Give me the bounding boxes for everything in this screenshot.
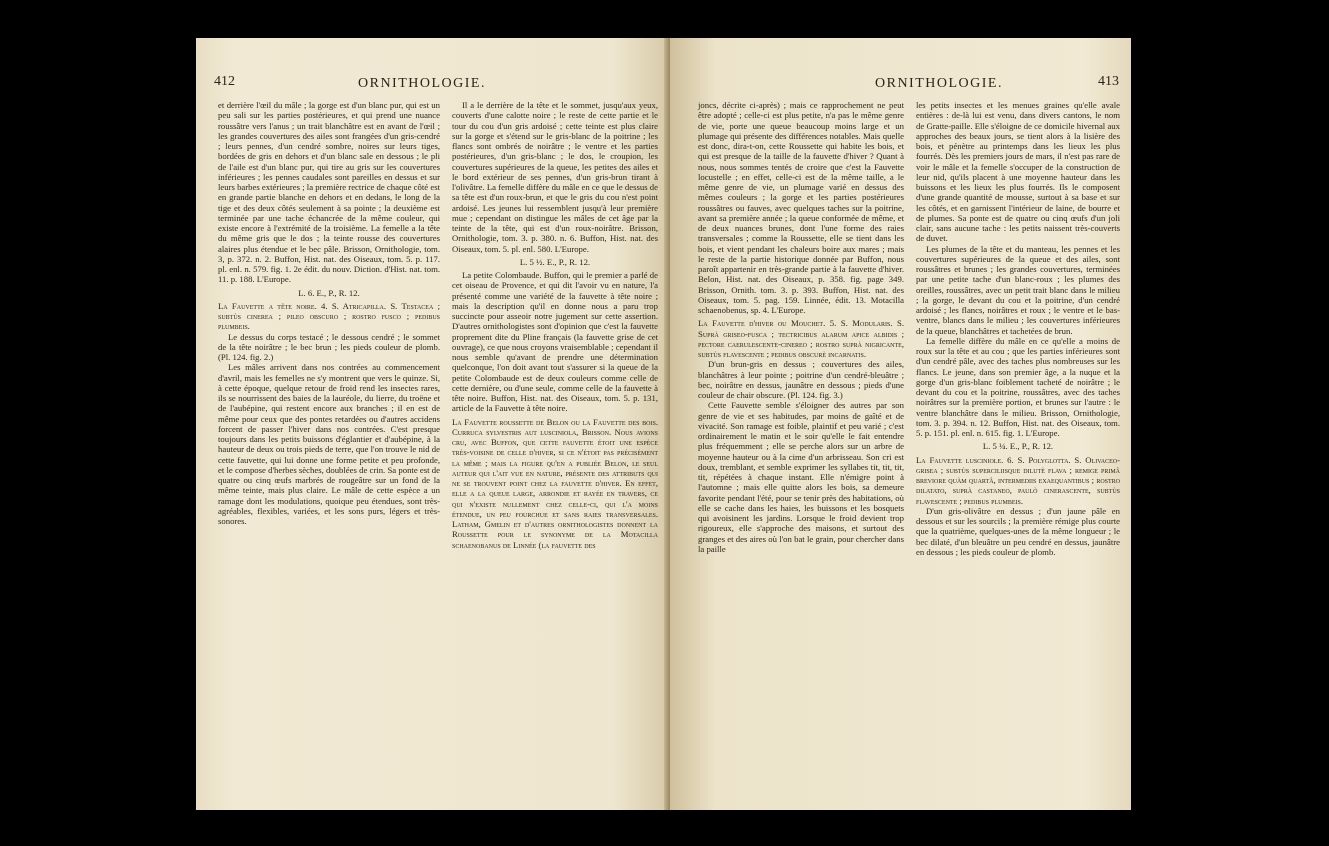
- right-page: [670, 38, 1131, 810]
- text-column: [218, 100, 440, 526]
- paragraph: La petite Colombaude. Buffon, qui le premier a parlé de cet oiseau de Provence, et qui dit l'avoir vu en nature, l'a présenté comme une variété de la fauvette à tête noire ; mais la description qu'il en donne nous a paru trop succincte pour asseoir notre jugement sur cette assertion. D'autres ornithologistes sont d'opinion que c'est la fauvette proprement dite du Pline français (la fauvette grise de cet ouvrage), ce que nous croyons vraisemblable ; cependant il nous semble qu'avant de prendre une détermination quelconque, l'on doit avant tout s'assurer si la queue de la petite Colombaude est de deux couleurs comme celle de cette dernière, ou d'une seule, comme celle de la fauvette à tête noire. Buffon, Hist. nat. des Oiseaux, tom. 5. p. 131, article de la Fauvette à tête noire.: [452, 270, 658, 414]
- text-column: [452, 100, 658, 550]
- species-heading: La Fauvette a tête noire. 4. S. Atricapilla. S. Testacea ; subtùs cinerea ; pileo obscuro ; rostro fusco ; pedibus plumbeis.: [218, 300, 440, 332]
- paragraph: Les plumes de la tête et du manteau, les pennes et les couvertures supérieures de la queue et des ailes, sont roussâtres et brunes ; les grandes couvertures, terminées par une petite tache d'un blanc-roux ; les plumes des oreilles, roussâtres, avec un petit trait blanc dans le milieu ; la gorge, le devant du cou et la poitrine, d'un cendré ardoisé ; les flancs, noirâtres et roux ; le ventre et le bas-ventre, blancs dans le milieu ; les couvertures inférieures de la queue, blanchâtres et tachetées de brun.: [916, 243, 1120, 336]
- paragraph: D'un gris-olivâtre en dessus ; d'un jaune pâle en dessous et sur les sourcils ; la première rémige plus courte que la quatrième, quelques-unes de la même longueur ; le bec dilaté, d'un bleuâtre un peu cendré en dessus, jaunâtre en dessous ; les pieds couleur de plomb.: [916, 505, 1120, 557]
- paragraph: et derrière l'œil du mâle ; la gorge est d'un blanc pur, qui est un peu sali sur les parties postérieures, et qui prend une nuance roussâtre vers l'anus ; un trait blanchâtre est en avant de l'œil ; les grandes couvertures des ailes sont frangées d'un gris-cendré ; leurs pennes, d'un cendré sombre, noires sur leurs tiges, bordées de gris en dehors et d'un blanc sale en dessous ; le pli de l'aile est d'un blanc pur, qui tire au gris sur les couvertures inférieures ; les pennes caudales sont pareilles en dessus et sur leurs barbes extérieures ; la première rectrice de chaque côté est en grande partie blanche en dehors et en dedans, le long de la tige et des deux côtés seulement à sa pointe ; la deuxième est terminée par une tache échancrée de la même couleur, qui existe encore à l'extrémité de la troisième. La femelle a la tête du même gris que le dos ; la teinte rousse des couvertures alaires plus étendue et le bec pâle. Brisson, Ornithologie, tom. 3, p. 372. n. 2. Buffon, Hist. nat. des Oiseaux, tom. 5. p. 117. pl. enl. n. 579. fig. 1. 2e édit. du nouv. Diction. d'Hist. nat. tom. 11. p. 188. L'Europe.: [218, 100, 440, 285]
- paragraph: Cette Fauvette semble s'éloigner des autres par son genre de vie et ses habitudes, par moins de gaîté et de vivacité. Son ramage est foible, plaintif et peu varié ; c'est ordinairement le matin et le soir qu'elle le fait entendre plus fréquemment ; elle se perche alors sur un arbre de moyenne hauteur ou à la cime d'un arbrisseau. Son cri est doux, tremblant, et semble exprimer les syllabes tit, tit, tit, tit, répétées à chaque instant. Elle n'émigre point à l'automne ; mais elle quitte alors les bois, sa demeure favorite pendant l'été, pour se tenir près des habitations, où elle se cache dans les haies, les buissons et les bosquets qui avoisinent les jardins. Lorsque le froid devient trop rigoureux, elle s'approche des maisons, et surtout des granges et des aires où l'on bat le grain, pour chercher dans la paille: [698, 400, 904, 554]
- paragraph: joncs, décrite ci-après) ; mais ce rapprochement ne peut être adopté ; celle-ci est plus petite, n'a pas le même genre de vie, porte une queue beaucoup moins large et un plumage qui présente des différences notables. Mais quelle est donc, dira-t-on, cette Roussette qui habite les bois, et qui est presque de la taille de la fauvette d'hiver ? Quant à nous, nous sommes tentés de croire que c'est la Fauvette locustelle ; en effet, celle-ci est de la même taille, a le même genre de vie, un plumage varié en dessus des mêmes couleurs ; la gorge et les parties postérieures roussâtres ou fauves, avec quelques taches sur la poitrine, avant sa première année ; la queue conformée de même, et de deux nuances brunes, dont l'une forme des raies transversales ; comme la Roussette, elle se tient dans les bois, et vient pendant les chaleurs boire aux mares ; mais le reste de la partie historique donnée par Buffon, nous paroît appartenir en très-grande partie à la fauvette d'hiver. Belon, Hist. nat. des Oiseaux, p. 358. fig. page 349. Brisson, Ornith. tom. 3. p. 393. Buffon, Hist. nat. des Oiseaux, tom. 5. pag. 159. Linnée, édit. 13. Motacilla schaenobenus, sp. 4. L'Europe.: [698, 100, 904, 315]
- paragraph: D'un brun-gris en dessus ; couvertures des ailes, blanchâtres à leur pointe ; poitrine d'un cendré-bleuâtre ; bec, noirâtre en dessus, jaunâtre en dessous ; pieds d'une couleur de chair obscure. (Pl. 124. fig. 3.): [698, 359, 904, 400]
- running-head: ORNITHOLOGIE.: [875, 76, 1003, 91]
- text-column: [916, 100, 1120, 557]
- measurement-line: L. 6. E., P., R. 12.: [298, 287, 360, 298]
- paragraph: La femelle diffère du mâle en ce qu'elle a moins de roux sur la tête et au cou ; que les parties inférieures sont d'un cendré pâle, avec des taches plus nombreuses sur les flancs. Le jeune, dans son premier âge, a la nuque et la gorge d'un gris-blanc foiblement tacheté de noirâtre ; le devant du cou et la poitrine, roussâtres, avec des taches noirâtres sur la première portion, et brunes sur l'autre : le ventre blanchâtre dans le milieu. Brisson, Ornithologie, tom. 3. p. 394. n. 12. Buffon, Hist. nat. des Oiseaux, tom. 5. p. 151. pl. enl. n. 615. fig. 1. L'Europe.: [916, 335, 1120, 438]
- paragraph: Il a le derrière de la tête et le sommet, jusqu'aux yeux, couverts d'une calotte noire ; le reste de cette partie et le tour du cou d'un gris ardoisé ; cette teinte est plus claire sur la gorge et s'étend sur le gris-blanc de la poitrine ; les flancs sont ombrés de noirâtre ; le ventre et les parties postérieures, d'un gris-blanc ; le dos, le croupion, les couvertures supérieures de la queue, les petites des ailes et le bord extérieur de ses pennes, d'un gris-brun tirant à l'olivâtre. La femelle diffère du mâle en ce que le dessus de sa tête est d'un roux-brun, et que le gris du cou n'est point ardoisé. Les jeunes lui ressemblent jusqu'à leur première mue ; cependant on distingue les mâles de cet âge par la teinte de la tête, qui est d'un roux-noirâtre. Brisson, Ornithologie, tom. 3. p. 380. n. 6. Buffon, Hist. nat. des Oiseaux, tom. 5. pl. enl. 580. L'Europe.: [452, 100, 658, 254]
- page-number: 412: [214, 74, 235, 89]
- left-page: [196, 38, 670, 810]
- measurement-line: L. 5 ¼. E., P., R. 12.: [982, 441, 1054, 452]
- measurement-line: L. 5 ½. E., P., R. 12.: [519, 256, 591, 267]
- species-heading: La Fauvette roussette de Belon ou la Fauvette des bois. Curruca sylvestris aut lusciniola, Brisson. Nous avions cru, avec Buffon, que cette fauvette étoit une espèce très-voisine de celle d'hiver, si ce n'étoit pas précisément la même ; mais la figure qu'en a publiée Belon, le seul auteur qui l'ait vue en nature, présente des attributs qui ne se trouvent point chez la fauvette d'hiver. En effet, elle a la queue large, arrondie et rayée en travers, ce qui n'existe nullement chez celle-ci, qui l'a moins étendue, un peu fourchue et sans raies transversales. Latham, Gmelin et d'autres ornithologistes donnent la Roussette pour le synonyme de la Motacilla schaenobanus de Linnée (la fauvette des: [452, 416, 658, 550]
- paragraph: Les mâles arrivent dans nos contrées au commencement d'avril, mais les femelles ne s'y montrent que vers le quinze. Si, à cette époque, quelque retour de froid rend les insectes rares, ils se nourrissent des baies de la lauréole, du lierre, du troëne et de l'aubépine, qui restent encore aux branches ; il en est de même pour ceux que des pontes retardées ou d'autres accidens forcent de passer l'hiver dans nos contrées. C'est presque toujours dans les petits buissons d'églantier et d'aubépine, à la hauteur de deux ou trois pieds de terre, que l'on trouve le nid de cette fauvette, qui lui donne une forme petite et peu profonde, et le compose d'herbes sèches, doublées de crin. Sa ponte est de quatre ou cinq œufs marbrés de rougeâtre sur un fond de la même teinte, mais plus claire. Le mâle de cette espèce a un ramage dont les modulations, quoique peu étendues, sont très-agréables, flexibles, variées, et les sons purs, légers et très-sonores.: [218, 362, 440, 526]
- species-heading: La Fauvette d'hiver ou Mouchet. 5. S. Modularis. S. Suprà griseo-fusca ; tectricibus alarum apice albidis ; pectore caerulescente-cinereo ; rostro suprà nigricante, subtùs flavescente ; pedibus obscurè incarnatis.: [698, 318, 904, 359]
- species-heading: La Fauvette lusciniole. 6. S. Polyglotta. S. Olivaceo-grisea ; subtùs superciliisque dilutè flava ; remige primâ breviore quàm quartâ, intermediis exaequantibus ; rostro dilatato, suprà castaneo, paulò cinerascente, subtùs flavescente ; pedibus plumbeis.: [916, 454, 1120, 506]
- book-spread: [196, 38, 1131, 810]
- paragraph: Le dessus du corps testacé ; le dessous cendré ; le sommet de la tête noirâtre ; le bec brun ; les pieds couleur de plomb. (Pl. 124. fig. 2.): [218, 331, 440, 362]
- text-column: [698, 100, 904, 554]
- paragraph: les petits insectes et les menues graines qu'elle avale entières : de-là lui est venu, dans divers cantons, le nom de Gratte-paille. Elle s'éloigne de ce domicile hivernal aux approches des beaux jours, se tient alors à la lisière des bois, et pénètre au printemps dans les lieux les plus fourrés. Dès les premiers jours de mars, il n'est pas rare de voir le mâle et la femelle s'occuper de la construction de leur nid, qu'ils placent à une moyenne hauteur dans les buissons et les lieux les plus fourrés. Ils le composent d'une grande quantité de mousse, surtout à sa base et sur les côtés, et en garnissent l'intérieur de laine, de bourre et de plumes. Sa ponte est de quatre ou cinq œufs d'un joli clair, sans aucune tache : les petits naissent très-couverts de duvet.: [916, 100, 1120, 244]
- running-head: ORNITHOLOGIE.: [358, 76, 486, 91]
- page-number: 413: [1098, 74, 1119, 89]
